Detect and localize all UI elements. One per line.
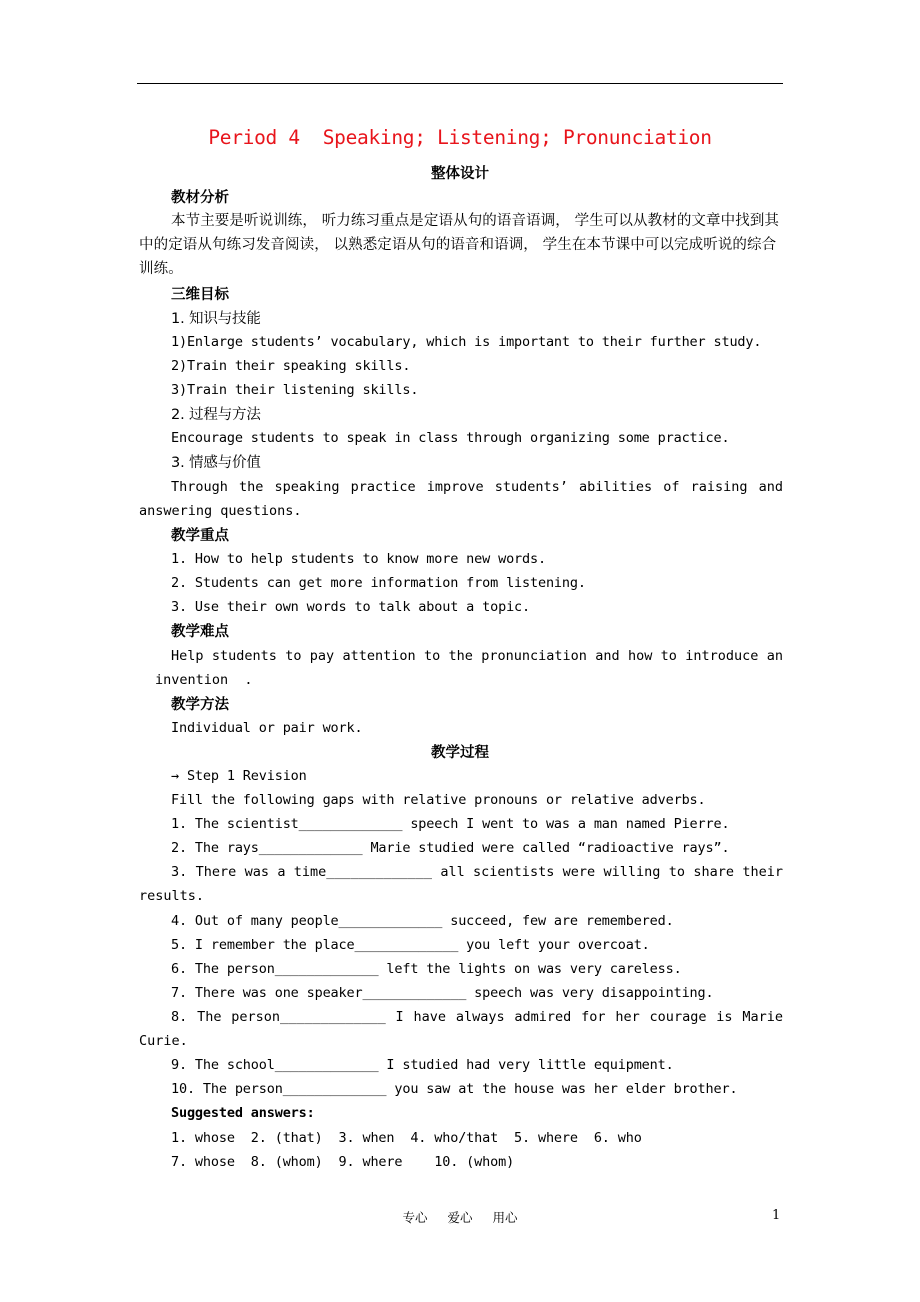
emotion-heading: 3. 情感与价值: [171, 455, 261, 471]
methods-text: Individual or pair work.: [171, 720, 363, 736]
answers-line-1: 1. whose 2. (that) 3. when 4. who/that 5. where 6. who: [171, 1130, 642, 1146]
process-heading: 教学过程: [431, 745, 489, 761]
question-4: 4. Out of many people_____________ succeed, few are remembered.: [171, 913, 674, 929]
key-points-heading: 教学重点: [171, 528, 229, 544]
question-2: 2. The rays_____________ Marie studied were called “radioactive rays”.: [171, 840, 730, 856]
lesson-title: Period 4 Speaking; Listening; Pronunciation: [208, 126, 712, 149]
footer-motto: 专心 爱心 用心: [402, 1210, 518, 1225]
key-point-1: 1. How to help students to know more new words.: [171, 551, 546, 567]
question-8-line2: Curie.: [139, 1033, 188, 1049]
question-6: 6. The person_____________ left the lights on was very careless.: [171, 961, 682, 977]
question-9: 9. The school_____________ I studied had very little equipment.: [171, 1057, 674, 1073]
question-3-line1: 3. There was a time_____________ all scientists were willing to share their: [171, 864, 783, 880]
overall-design-heading: 整体设计: [431, 166, 489, 182]
textbook-analysis-body: 本节主要是听说训练， 听力练习重点是定语从句的语音语调， 学生可以从教材的文章中找到其中的定语从句练习发音阅读， 以熟悉定语从句的语音和语调， 学生在本节课中可以完成听说的综合训练。: [139, 213, 780, 277]
emotion-text-line1: Through the speaking practice improve students’ abilities of raising and: [171, 479, 783, 495]
header-rule: [137, 83, 783, 84]
emotion-text-line2: answering questions.: [139, 503, 302, 519]
process-method-heading: 2. 过程与方法: [171, 407, 261, 423]
key-point-3: 3. Use their own words to talk about a topic.: [171, 599, 530, 615]
difficulties-heading: 教学难点: [171, 624, 229, 640]
question-3-line2: results.: [139, 888, 205, 904]
knowledge-item-1: 1)Enlarge students’ vocabulary, which is important to their further study.: [171, 334, 762, 350]
difficulties-line2: invention .: [155, 672, 253, 688]
answers-heading: Suggested answers:: [171, 1105, 315, 1121]
textbook-analysis-heading: 教材分析: [171, 190, 229, 206]
question-8-line1: 8. The person_____________ I have always admired for her courage is Marie: [171, 1009, 783, 1025]
question-7: 7. There was one speaker_____________ speech was very disappointing.: [171, 985, 714, 1001]
question-1: 1. The scientist_____________ speech I went to was a man named Pierre.: [171, 816, 730, 832]
knowledge-item-3: 3)Train their listening skills.: [171, 382, 419, 398]
step-1-revision: → Step 1 Revision: [171, 768, 307, 784]
knowledge-heading: 1. 知识与技能: [171, 311, 261, 327]
page-number: 1: [772, 1208, 781, 1223]
knowledge-item-2: 2)Train their speaking skills.: [171, 358, 411, 374]
question-5: 5. I remember the place_____________ you left your overcoat.: [171, 937, 650, 953]
exercise-instruction: Fill the following gaps with relative pronouns or relative adverbs.: [171, 792, 706, 808]
answers-line-2: 7. whose 8. (whom) 9. where 10. (whom): [171, 1154, 515, 1170]
process-method-text: Encourage students to speak in class through organizing some practice.: [171, 430, 730, 446]
question-10: 10. The person_____________ you saw at the house was her elder brother.: [171, 1081, 738, 1097]
difficulties-line1: Help students to pay attention to the pronunciation and how to introduce an: [171, 648, 783, 664]
methods-heading: 教学方法: [171, 697, 229, 713]
key-point-2: 2. Students can get more information from listening.: [171, 575, 586, 591]
objectives-heading: 三维目标: [171, 287, 229, 303]
